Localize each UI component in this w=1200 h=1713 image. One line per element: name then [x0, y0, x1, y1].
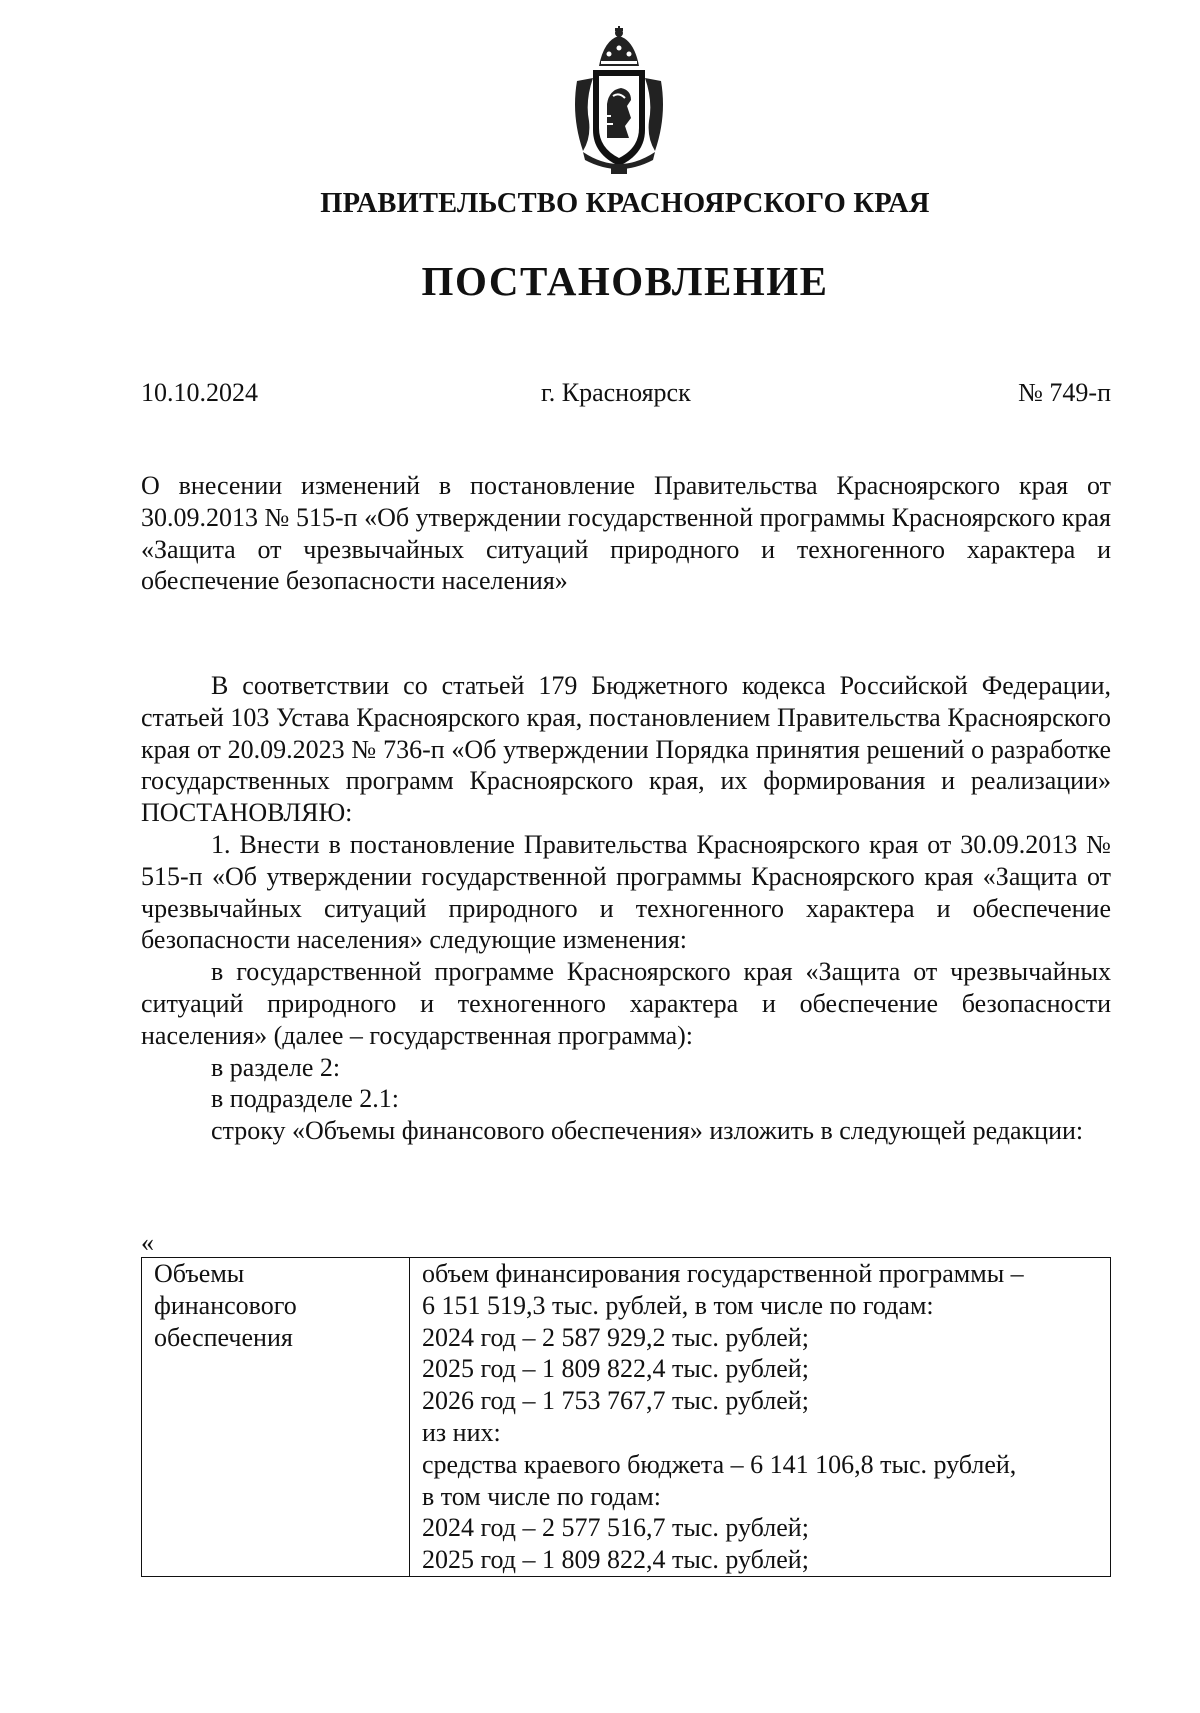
financing-label-cell: [142, 1258, 410, 1577]
label-line: обеспечения: [154, 1322, 293, 1352]
document-body: [141, 670, 1111, 1147]
body-paragraph-program: в государственной программе Красноярского края «Защита от чрезвычайных ситуаций природного и техногенного характера и обеспечение безопасности населения» (далее – государственная программа):: [141, 957, 1111, 1050]
value-line: объем финансирования государственной программы –: [422, 1259, 1024, 1288]
coat-of-arms-icon: [569, 26, 669, 176]
government-name: ПРАВИТЕЛЬСТВО КРАСНОЯРСКОГО КРАЯ: [320, 188, 930, 219]
value-line: 2024 год – 2 587 929,2 тыс. рублей;: [422, 1322, 809, 1352]
value-line: 2024 год – 2 577 516,7 тыс. рублей;: [422, 1513, 809, 1543]
value-line: 2025 год – 1 809 822,4 тыс. рублей;: [422, 1545, 809, 1575]
body-paragraph-row-instruction: строку «Объемы финансового обеспечения» изложить в следующей редакции:: [211, 1116, 1084, 1146]
value-line: 6 151 519,3 тыс. рублей, в том числе по годам:: [422, 1290, 934, 1320]
value-line: средства краевого бюджета – 6 141 106,8 тыс. рублей,: [422, 1449, 1017, 1479]
value-line: 2025 год – 1 809 822,4 тыс. рублей;: [422, 1354, 809, 1384]
label-line: финансового: [154, 1290, 297, 1320]
label-line: Объемы: [154, 1259, 245, 1288]
value-line: из них:: [422, 1417, 501, 1447]
value-line: в том числе по годам:: [422, 1481, 661, 1511]
body-paragraph-section: в разделе 2:: [211, 1052, 341, 1082]
subject-text: О внесении изменений в постановление Правительства Красноярского края от 30.09.2013 № 515-п «Об утверждении государственной программы Красноярского края «Защита от чрезвычайных ситуаций природного и техногенного характера и обеспечение безопасности населения»: [141, 471, 1111, 596]
body-paragraph-preamble: В соответствии со статьей 179 Бюджетного кодекса Российской Федерации, статьей 103 Устава Красноярского края, постановлением Правительства Красноярского края от 20.09.2023 № 736-п «Об утверждении Порядка принятия решений о разработке государственных программ Красноярского края, их формирования и реализации» ПОСТАНОВЛЯЮ:: [141, 671, 1111, 828]
document-date: 10.10.2024: [141, 378, 258, 407]
document-city: г. Красноярск: [541, 378, 691, 407]
document-meta-row: [141, 378, 1111, 412]
document-subject: [141, 470, 1111, 597]
body-paragraph-subsection: в подразделе 2.1:: [211, 1084, 400, 1114]
financing-value-cell: [410, 1258, 1111, 1577]
document-type: ПОСТАНОВЛЕНИЕ: [421, 258, 829, 304]
financing-table: [141, 1257, 1111, 1577]
document-number: № 749-п: [1018, 378, 1111, 407]
opening-quote: «: [141, 1228, 154, 1257]
body-paragraph-item-1: 1. Внести в постановление Правительства Красноярского края от 30.09.2013 № 515-п «Об утверждении государственной программы Красноярского края «Защита от чрезвычайных ситуаций природного и техногенного характера и обеспечение безопасности населения» следующие изменения:: [141, 829, 1111, 955]
table-row: [142, 1258, 1111, 1577]
value-line: 2026 год – 1 753 767,7 тыс. рублей;: [422, 1386, 809, 1416]
krasnoyarsk-coat-of-arms: [569, 26, 669, 176]
